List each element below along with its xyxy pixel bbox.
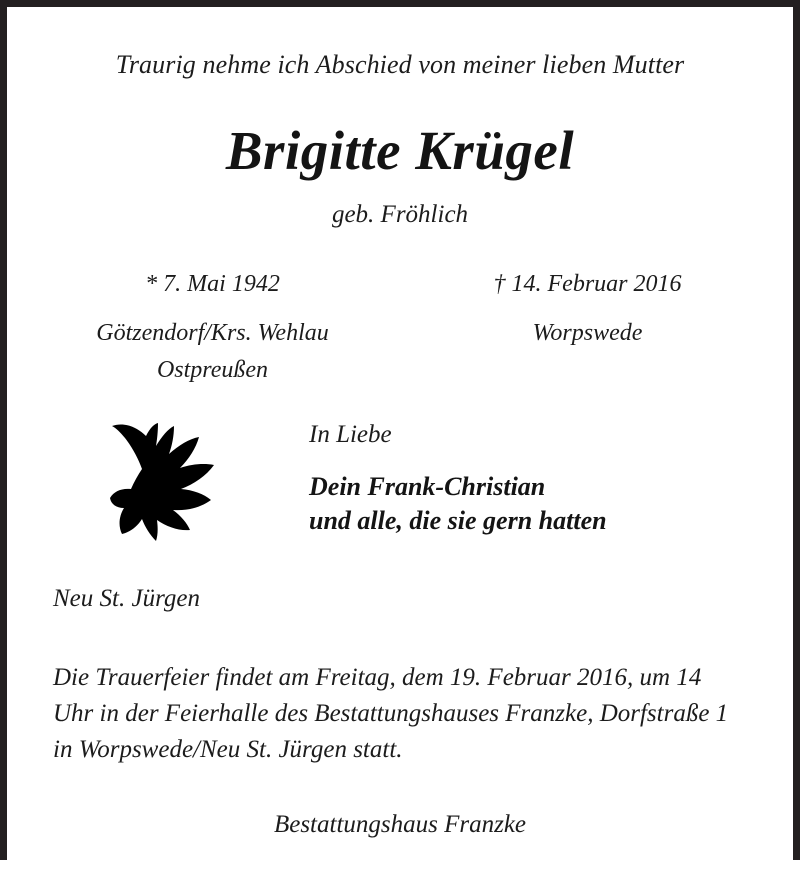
- leaf-frond-ornament-icon: [110, 420, 238, 544]
- birth-column: [39, 266, 404, 390]
- tribute-row: [39, 416, 761, 544]
- deceased-name: Brigitte Krügel: [225, 120, 575, 182]
- intro-text: Traurig nehme ich Abschied von meiner lieben Mutter: [115, 50, 685, 79]
- maiden-name: geb. Fröhlich: [331, 200, 469, 228]
- other-mourners: und alle, die sie gern hatten: [309, 505, 607, 535]
- mourner-name: Dein Frank-Christian: [309, 471, 546, 501]
- death-date: † 14. Februar 2016: [493, 270, 682, 297]
- in-love-text: In Liebe: [309, 420, 392, 448]
- funeral-home-name: Bestattungshaus Franzke: [273, 810, 527, 838]
- family-lines: [309, 470, 761, 539]
- family-cell: [309, 416, 761, 539]
- obituary-notice-body: [7, 49, 793, 895]
- life-dates-row: [39, 266, 761, 390]
- service-info-text: Die Trauerfeier findet am Freitag, dem 19. Februar 2016, um 14 Uhr in der Feierhalle des Bestattungshauses Franzke, Dorfstraße 1 in Worpswede/Neu St. Jürgen statt.: [53, 663, 729, 763]
- birth-region: Ostpreußen: [156, 357, 269, 384]
- birth-date: * 7. Mai 1942: [145, 270, 280, 297]
- locality-text: Neu St. Jürgen: [53, 584, 200, 612]
- death-place: Worpswede: [532, 320, 643, 347]
- birth-place: Götzendorf/Krs. Wehlau: [96, 320, 329, 347]
- ornament-cell: [39, 416, 309, 544]
- death-column: [404, 266, 761, 390]
